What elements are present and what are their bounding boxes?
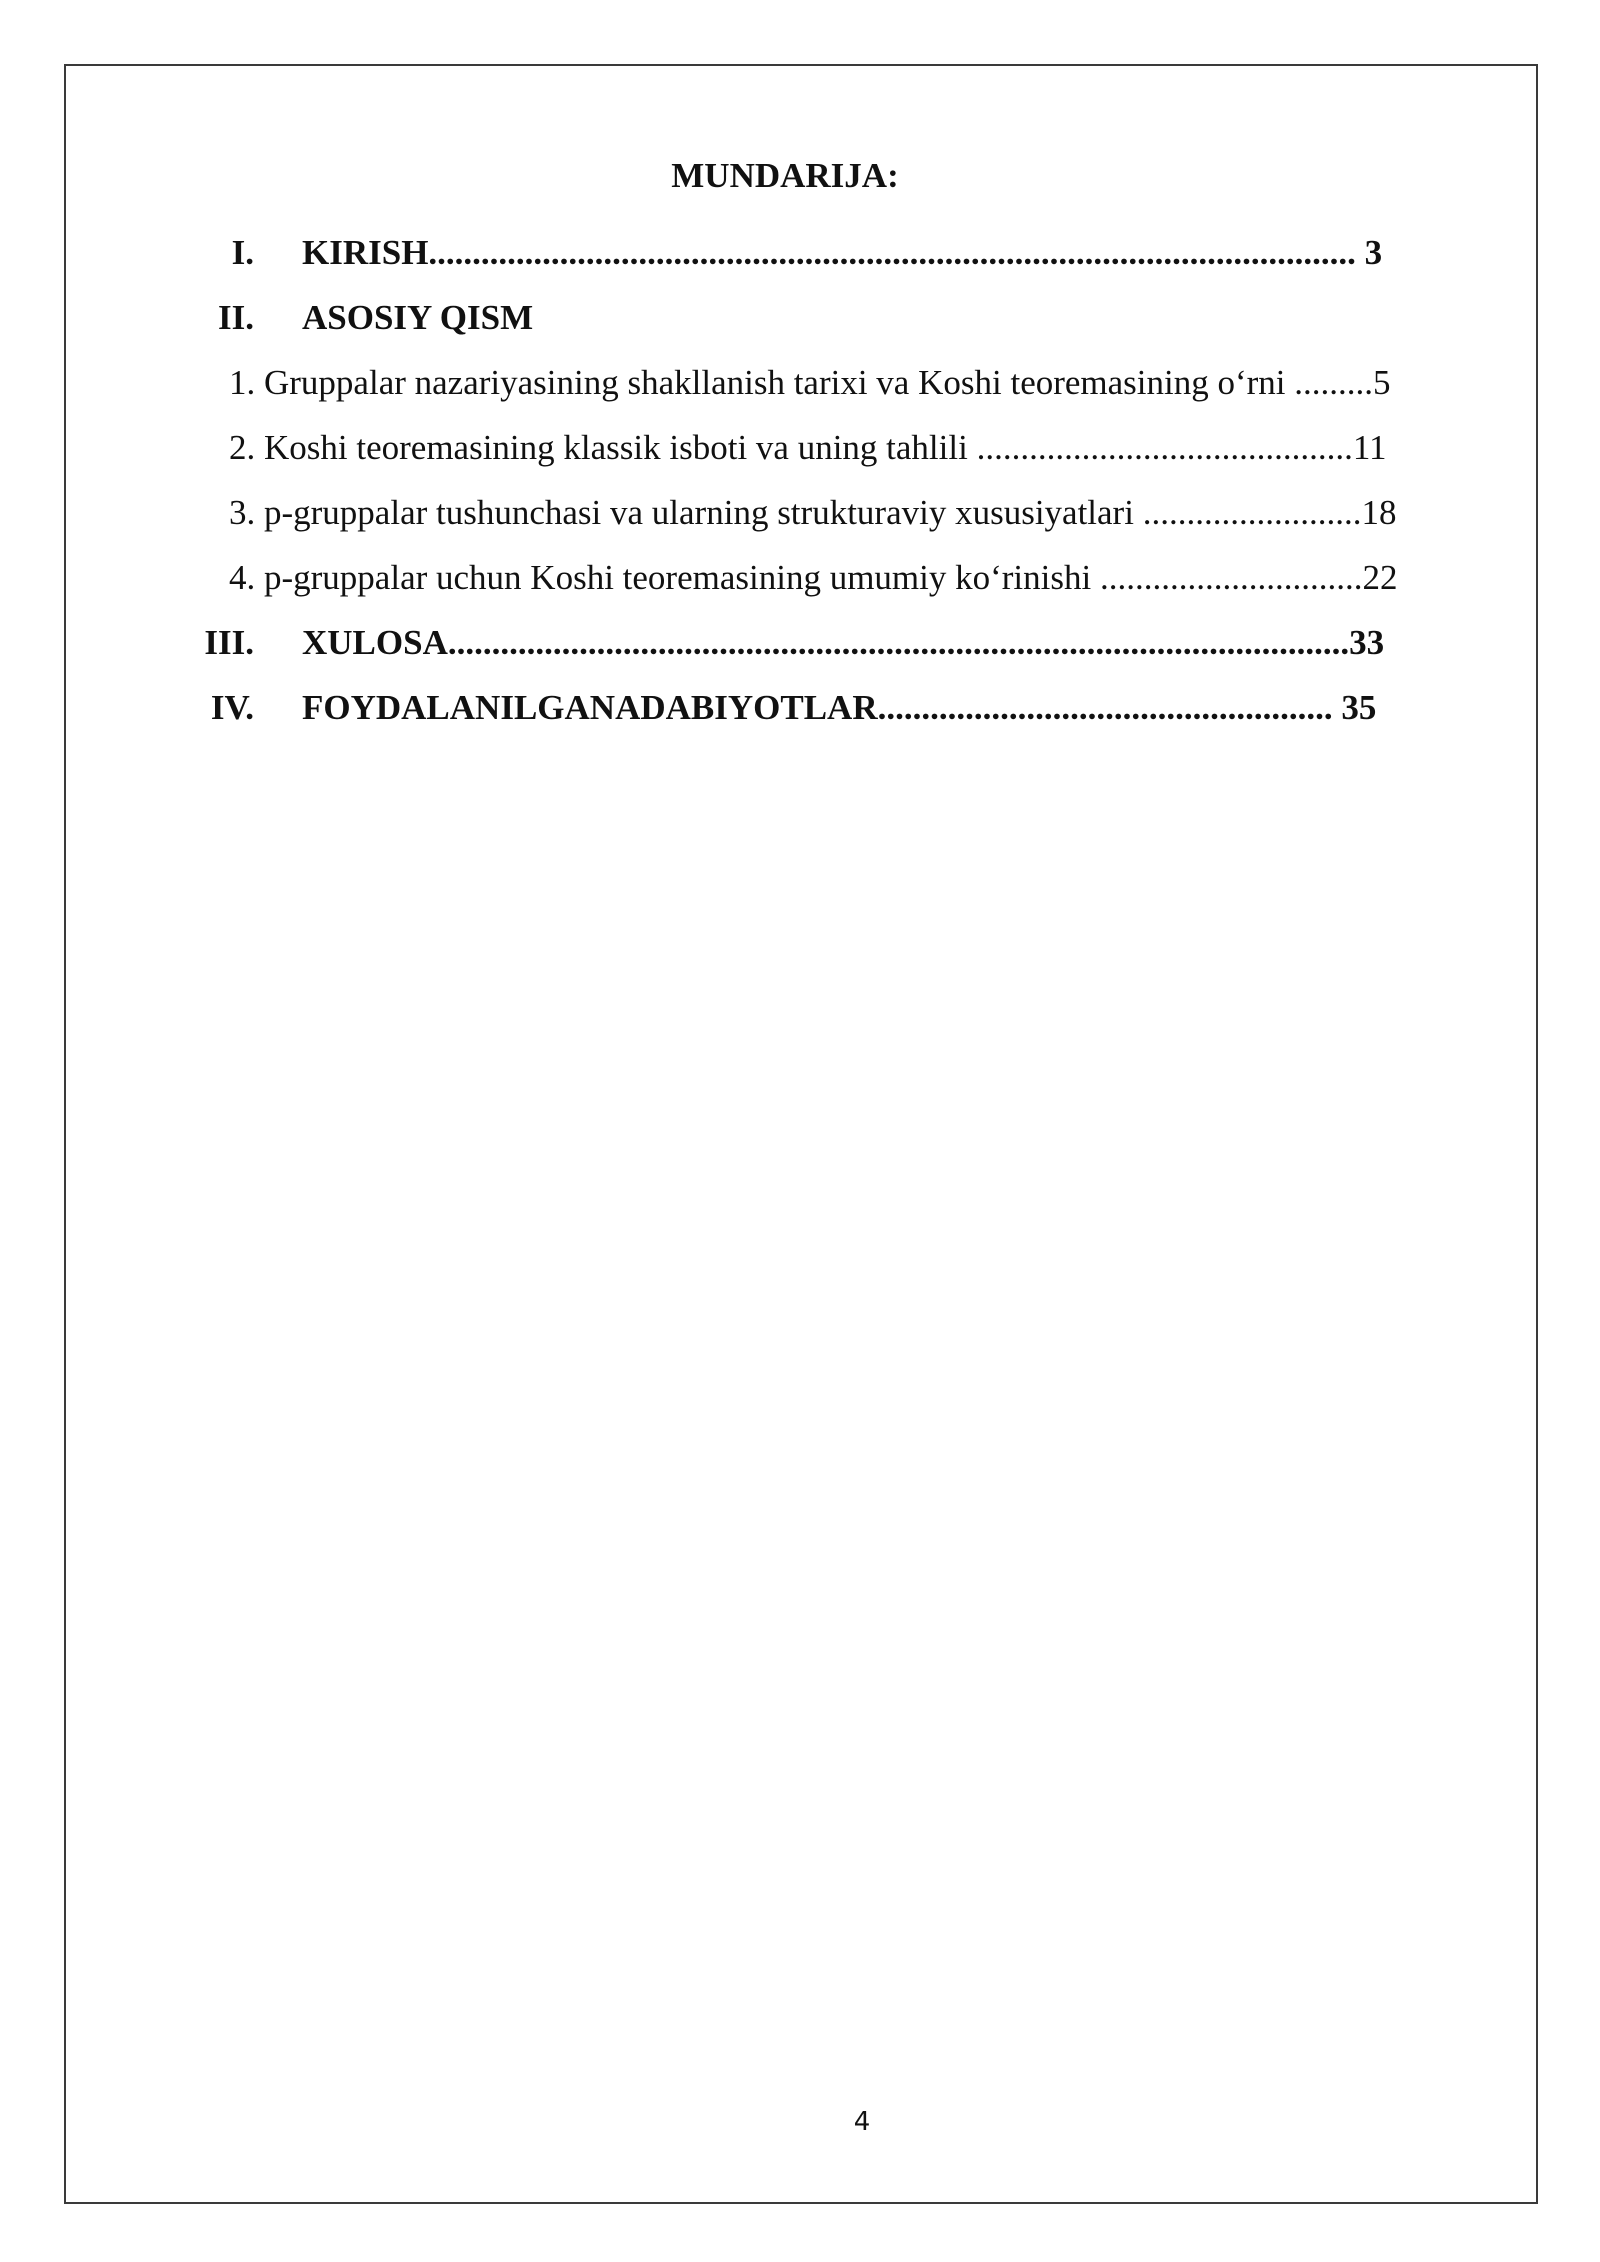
page-number: 4 xyxy=(853,2107,871,2137)
toc-subentry-label: 4. p-gruppalar uchun Koshi teoremasining umumiy ko‘rinishi ..............................22 xyxy=(229,558,1398,597)
toc-subentry-label: 2. Koshi teoremasining klassik isboti va uning tahlili ...........................................11 xyxy=(229,428,1387,467)
toc-entry-number: II. xyxy=(218,298,254,337)
toc-entry-number: III. xyxy=(204,623,254,662)
toc-entry-number: I. xyxy=(231,233,254,272)
toc-title: MUNDARIJA: xyxy=(671,156,899,195)
toc-subentry-label: 1. Gruppalar nazariyasining shakllanish tarixi va Koshi teoremasining o‘rni .........5 xyxy=(229,363,1391,402)
toc-entry-label: ASOSIY QISM xyxy=(302,298,534,337)
toc-entry-number: IV. xyxy=(210,688,254,727)
toc-subentry-label: 3. p-gruppalar tushunchasi va ularning strukturaviy xususiyatlari .........................18 xyxy=(229,493,1397,532)
toc-entry-label: FOYDALANILGANADABIYOTLAR.................................................... 35 xyxy=(302,688,1377,727)
toc-entry-label: KIRISH.......................................................................................................... 3 xyxy=(302,233,1383,272)
toc-entry-label: XULOSA.......................................................................................................33 xyxy=(302,623,1385,662)
